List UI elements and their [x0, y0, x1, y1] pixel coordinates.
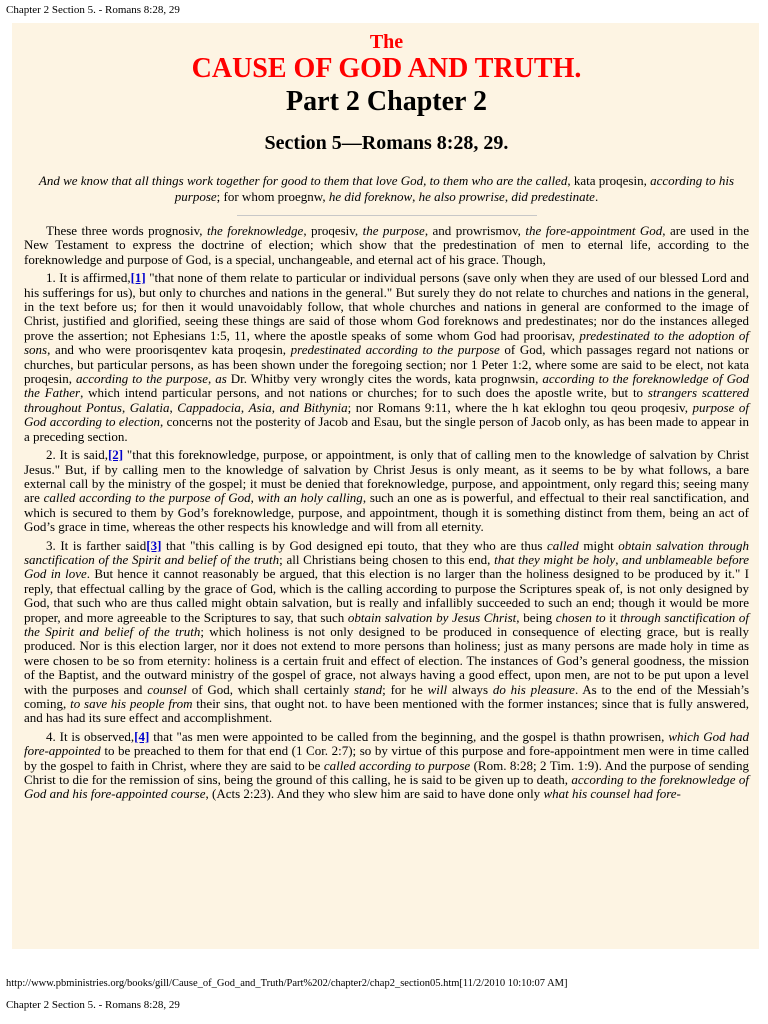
print-footer-title: Chapter 2 Section 5. - Romans 8:28, 29: [6, 999, 180, 1011]
text-run: do his pleasure: [492, 681, 575, 697]
text-run: Galatia: [129, 399, 170, 415]
text-run: , (Acts 2:23). And they who slew him are said to have done only: [205, 786, 544, 802]
epigraph-text: ,: [504, 189, 512, 204]
text-run: ,: [250, 490, 258, 506]
text-run: counsel: [147, 681, 187, 697]
text-run: ; for he: [382, 681, 428, 697]
text-run: called: [547, 537, 579, 553]
paragraph-4: [24, 730, 749, 802]
footnote-link-4[interactable]: [4]: [134, 728, 150, 744]
text-run: that they might be holy: [494, 551, 616, 567]
epigraph-text: according to his purpose: [174, 173, 735, 204]
text-run: will: [427, 681, 448, 697]
text-run: purpose of God according to election: [24, 399, 750, 430]
text-run: called according to purpose: [323, 757, 471, 773]
text-run: 2. It is said,: [46, 447, 108, 463]
text-run: , and prowrismov,: [424, 223, 526, 238]
text-run: ,: [121, 399, 130, 415]
divider: [237, 215, 537, 216]
text-run: it: [605, 609, 621, 625]
footnote-link-1[interactable]: [1]: [130, 270, 146, 286]
paragraph-2: [24, 448, 749, 534]
text-run: of God, which passages regard not nations or churches, but particular persons, as has been shown under the foregoing section; nor 1 Peter 1:2, where some are said to be elect, not kata proqesin,: [24, 342, 749, 387]
text-run: obtain salvation through sanctification of the Spirit and belief of the truth: [24, 537, 749, 567]
text-run: ,: [169, 399, 178, 415]
text-run: as: [215, 371, 227, 387]
text-run: "that this foreknowledge, purpose, or appointment, is only that of calling men to the knowledge of salvation by Christ Jesus." But, if by calling men to the knowledge of salvation by Christ Jesus is only meant, as it seems to be by what follows, a bare external call by the ministry of the gospel; it must be denied that foreknowledge, purpose, and appointment, only regard this; seeing many are: [24, 447, 749, 506]
paragraph-3: [24, 539, 749, 726]
text-run: ,: [240, 399, 249, 415]
text-run: strangers scattered throughout Pontus: [24, 385, 749, 415]
text-run: (Rom. 8:28; 2 Tim. 1:9). And the purpose of sending Christ to die for the remission of sins, being the ground of this calling, he is said to be given up to death,: [24, 757, 749, 788]
text-run: to save his people from: [70, 696, 193, 711]
text-run: Cappadocia: [177, 399, 241, 415]
text-run: what his counsel had fore-: [543, 786, 681, 802]
print-header-title: Chapter 2 Section 5. - Romans 8:28, 29: [6, 4, 180, 16]
epigraph-text: ,: [412, 189, 419, 204]
epigraph-text: And we know that all things work together for good to them that love God, to them who are the called: [38, 173, 568, 188]
text-run: 4. It is observed,: [46, 728, 135, 744]
text-run: might: [578, 537, 619, 553]
text-run: that "this calling is by God designed epi touto, that they who are thus: [161, 537, 547, 553]
text-run: 3. It is farther said: [46, 537, 147, 553]
text-run: ,: [271, 399, 280, 415]
text-run: always: [447, 681, 493, 697]
book-title: CAUSE OF GOD AND TRUTH.: [191, 53, 582, 84]
text-run: according to the purpose: [75, 371, 208, 387]
text-run: predestinated to the adoption of sons: [24, 327, 749, 358]
text-run: , and who were proorisqentev kata proqesin,: [47, 342, 291, 358]
text-run: Dr. Whitby very wrongly cites the words, kata prognwsin,: [226, 371, 543, 387]
text-run: which God had fore-appointed: [24, 728, 749, 759]
text-run: , proqesiv,: [303, 223, 363, 238]
text-run: ; which holiness is not only designed to be produced in consequence of electing grace, but is really produced. Nor is this election larger, nor it does not extend to more persons than holiness; just as many persons are made holy in time as were chosen to be so from eternity: holiness is a certain fruit and effect of election. The instances of God’s general goodness, the mission of the Baptist, and the outward ministry of the gospel of grace, not always having a good effect, upon men, are not to be put upon a level with the purposes and: [24, 623, 749, 697]
text-run: , being: [516, 609, 556, 625]
footnote-link-3[interactable]: [3]: [146, 537, 162, 553]
text-run: ; all Christians being chosen to this end,: [279, 551, 495, 567]
text-run: of God, which shall certainly: [186, 681, 354, 697]
text-run: Asia: [248, 399, 272, 415]
text-run: stand: [354, 681, 383, 697]
footnote-link-2[interactable]: [2]: [107, 447, 124, 463]
epigraph-text: he did foreknow: [328, 189, 413, 204]
text-run: according to the foreknowledge of God and his fore-appointed course: [24, 772, 749, 802]
text-run: according to the foreknowledge of God the Father: [24, 371, 749, 401]
text-run: , such an one as is powerful, and effectual to their real sanctification, and which is secured to them by God’s foreknowledge, purpose, and appointment, though it is something distinct from them, being an act of God’s grace in time, whereas the other respects his knowledge and will from all eternity.: [24, 490, 750, 535]
text-run: predestinated according to the purpose: [290, 342, 500, 358]
text-run: ,: [208, 371, 216, 387]
text-run: These three words prognosiv,: [46, 223, 207, 238]
text-run: with an holy calling: [257, 490, 363, 506]
text-run: obtain salvation by Jesus Christ: [347, 609, 517, 625]
text-run: to be preached to them for that end (1 Cor. 2:7); so by virtue of this purpose and fore-appointment men were in time called by the gospel to faith in Christ, where they are said to be: [24, 743, 749, 773]
text-run: and unblameable before God in love: [24, 551, 750, 582]
text-run: . But hence it cannot reasonably be argued, that this election is no larger than the holiness designed to be produced by it." I reply, that effectual calling by the grace of God, which is the calling according to purpose the Scriptures speak of, is not only designed by God, that such who are thus called might obtain salvation, but is really and infallibly succeeded to such an end; though it would be more proper, and more agreeable to the Scriptures to say, that such: [24, 566, 749, 625]
document-page: [12, 23, 759, 949]
epigraph-text: .: [594, 189, 599, 204]
text-run: the foreknowledge: [206, 223, 304, 238]
text-run: called according to the purpose of God: [43, 490, 251, 506]
text-run: ,: [615, 551, 623, 567]
epigraph-text: did predestinate: [511, 189, 595, 204]
text-run: , which intend particular persons, and not nations or churches; for to such does the apostle write, but to: [80, 385, 648, 401]
section-heading: Section 5—Romans 8:28, 29.: [264, 132, 509, 154]
paragraph-1: [24, 271, 749, 444]
text-run: 1. It is affirmed,: [46, 270, 131, 286]
text-run: chosen to: [555, 609, 606, 625]
epigraph-text: ; for whom proegnw,: [216, 189, 329, 204]
text-run: , are used in the New Testament to express the doctrine of election; which show that the predestination of men to eternal life, according to the foreknowledge and purpose of God, is a special, unchangeable, and eternal act of his grace. Though,: [24, 223, 749, 267]
paragraph-intro: [24, 224, 749, 267]
title-the: The: [369, 31, 404, 53]
text-run: "that none of them relate to particular or individual persons (save only when they are used of our blessed Lord and his sufferings for us), but only to churches and nations in the general." But surely they do not relate to churches and nations in the general, in the text before us; for then it would unavoidably follow, that whole churches and nations in general are conformed to the image of Christ, justified and glorified, seeing these things are said of those whom God foreknows and predestinates; nor do the instances alleged prove the assertion; not Ephesians 1:5, 11, where the apostle speaks of some whom God had proorisav,: [24, 270, 749, 343]
epigraph-text: , kata proqesin,: [567, 173, 651, 188]
text-run: , concerns not the posterity of Jacob and Esau, but the single person of Jacob only, as has been made to appear in a preceding section.: [24, 414, 749, 444]
text-run: the fore-appointment God: [525, 223, 663, 238]
text-run: and Bithynia: [279, 399, 348, 415]
text-run: that "as men were appointed to be called from the beginning, and the gospel is thathn prowrisen,: [149, 728, 669, 744]
epigraph-text: he also prowrise: [418, 189, 505, 204]
text-run: the purpose: [362, 223, 425, 238]
article-body: [24, 224, 749, 802]
print-footer-url: http://www.pbministries.org/books/gill/Cause_of_God_and_Truth/Part%202/chapter2/chap2_section05.htm[11/2/2010 10:10:07 AM]: [6, 978, 568, 989]
text-run: . As to the end of the Messiah’s coming,: [24, 681, 750, 711]
text-run: their sins, that ought not. to have been mentioned with the former instances; since that is fully answered, and has had its sure effect and accomplishment.: [24, 696, 749, 726]
text-run: through sanctification of the Spirit and belief of the truth: [24, 609, 749, 639]
part-chapter-heading: Part 2 Chapter 2: [286, 86, 487, 117]
epigraph: [38, 173, 735, 205]
text-run: ; nor Romans 9:11, where the h kat ekloghn tou qeou proqesiv,: [347, 399, 693, 415]
